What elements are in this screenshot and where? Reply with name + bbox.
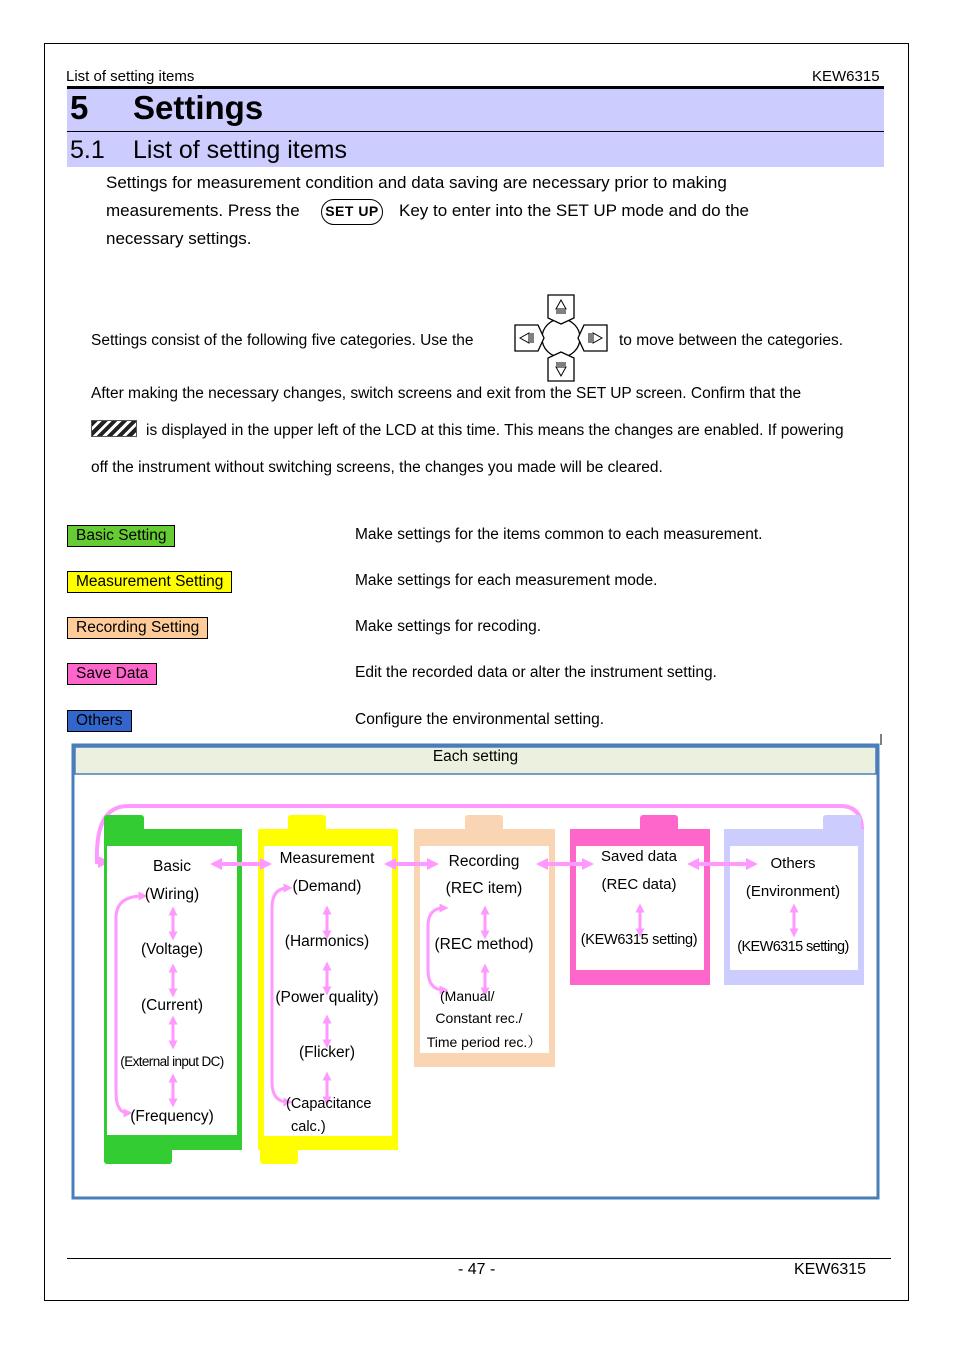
basic-item-current: (Current) xyxy=(140,997,203,1014)
categories-text-pre: Settings consist of the following five categories. Use the xyxy=(91,332,474,349)
recording-item-time-period: Time period rec.） xyxy=(426,1034,542,1050)
tag-measurement-setting: Measurement Setting xyxy=(67,571,232,593)
section-number: 5 xyxy=(70,89,89,126)
others-title: Others xyxy=(770,855,816,872)
measurement-item-demand: (Demand) xyxy=(292,878,362,895)
saved-item-rec-data: (REC data) xyxy=(601,876,677,893)
after-text-line-2: is displayed in the upper left of the LCD at this time. This means the changes are enabled. If powering xyxy=(146,422,844,439)
basic-item-external-input: (External input DC) xyxy=(120,1054,224,1069)
subsection-title: List of setting items xyxy=(133,136,347,164)
intro-line-3: necessary settings. xyxy=(106,229,252,248)
footer-model: KEW6315 xyxy=(794,1261,867,1278)
recording-item-constant: Constant rec./ xyxy=(435,1010,523,1026)
header-right: KEW6315 xyxy=(812,68,880,85)
basic-item-frequency: (Frequency) xyxy=(130,1108,214,1125)
page-title: Settings xyxy=(133,89,264,126)
desc-others: Configure the environmental setting. xyxy=(355,711,605,728)
recording-item-rec-method: (REC method) xyxy=(434,936,534,953)
tag-save-data: Save Data xyxy=(67,663,157,685)
setup-key-icon: SET UP xyxy=(321,199,383,225)
footer-rule xyxy=(67,1258,891,1259)
measurement-item-capacitance-2: calc.) xyxy=(291,1119,326,1135)
desc-measurement-setting: Make settings for each measurement mode. xyxy=(355,572,658,589)
after-text-line-3: off the instrument without switching screens, the changes you made will be cleared. xyxy=(91,459,663,476)
page-number: - 47 - xyxy=(458,1261,496,1278)
intro-line-2-post: Key to enter into the SET UP mode and do the xyxy=(399,201,749,220)
basic-title: Basic xyxy=(153,858,191,875)
header-left: List of setting items xyxy=(66,68,195,85)
after-text-line-1: After making the necessary changes, switch screens and exit from the SET UP screen. Confirm that the xyxy=(91,385,802,402)
recording-title: Recording xyxy=(448,853,520,870)
basic-item-wiring: (Wiring) xyxy=(144,886,200,903)
desc-basic-setting: Make settings for the items common to each measurement. xyxy=(355,526,763,543)
intro-line-2-pre: measurements. Press the xyxy=(106,201,300,220)
recording-item-rec-item: (REC item) xyxy=(445,880,523,897)
diagram-title: Each setting xyxy=(432,748,519,765)
tag-recording-setting: Recording Setting xyxy=(67,617,208,639)
others-item-environment: (Environment) xyxy=(745,883,841,900)
desc-save-data: Edit the recorded data or alter the instrument setting. xyxy=(355,664,717,681)
categories-text-post: to move between the categories. xyxy=(619,332,844,349)
saved-item-kew6315-setting: (KEW6315 setting) xyxy=(580,932,698,948)
measurement-item-flicker: (Flicker) xyxy=(299,1044,355,1061)
measurement-item-power-quality: (Power quality) xyxy=(275,989,379,1006)
tag-others: Others xyxy=(67,710,132,732)
saved-title: Saved data xyxy=(601,848,677,865)
panel-others xyxy=(724,815,864,985)
basic-item-voltage: (Voltage) xyxy=(140,941,204,958)
measurement-item-harmonics: (Harmonics) xyxy=(284,933,370,950)
panel-saved-data xyxy=(570,815,710,985)
tag-basic-setting: Basic Setting xyxy=(67,525,175,547)
measurement-title: Measurement xyxy=(279,850,375,867)
recording-item-manual: (Manual/ xyxy=(440,988,495,1004)
others-item-kew6315-setting: (KEW6315 setting) xyxy=(737,939,849,955)
subsection-number: 5.1 xyxy=(70,136,105,164)
desc-recording-setting: Make settings for recoding. xyxy=(355,618,542,635)
measurement-item-capacitance: (Capacitance xyxy=(286,1096,372,1112)
intro-line-1: Settings for measurement condition and data saving are necessary prior to making xyxy=(106,173,727,192)
